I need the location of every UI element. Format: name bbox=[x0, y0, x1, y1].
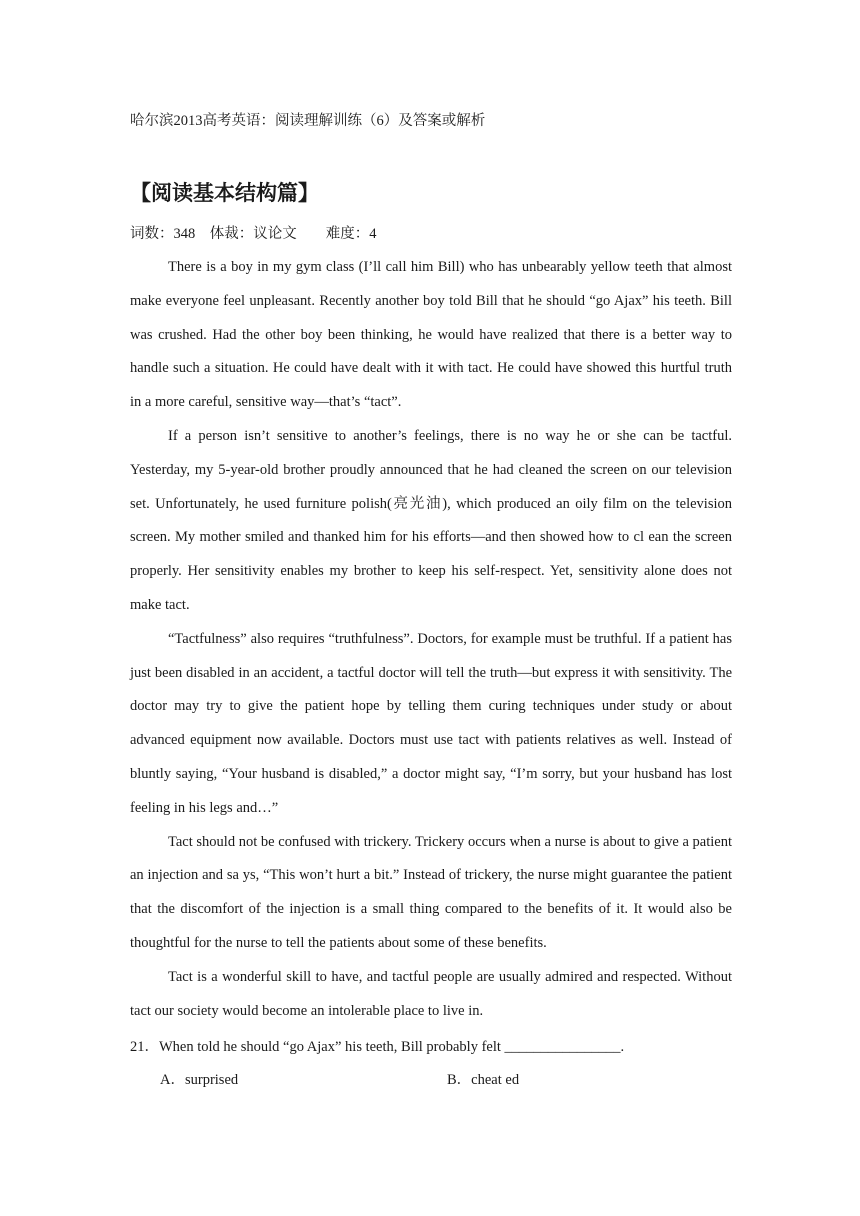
passage-meta: 词数：348 体裁：议论文 难度：4 bbox=[130, 226, 377, 242]
document-title: 哈尔滨2013高考英语：阅读理解训练（6）及答案或解析 bbox=[130, 113, 486, 129]
answer-option-a: A．surprised bbox=[160, 1072, 239, 1088]
reading-passage bbox=[130, 251, 732, 1028]
passage-paragraph: There is a boy in my gym class (I’ll call him Bill) who has unbearably yellow teeth that almost make everyone feel unpleasant. Recently another boy told Bill that he should “go Ajax” his teeth. Bill was crushed. Had the other boy been thinking, he would have realized that there is a better way to handle such a situation. He could have dealt with it with tact. He could have showed this hurtful truth in a more careful, sensitive way—that’s “tact”. bbox=[130, 259, 732, 411]
question-21: 21．When told he should “go Ajax” his teeth, Bill probably felt ________________. bbox=[130, 1039, 625, 1055]
passage-paragraph: “Tactfulness” also requires “truthfulness”. Doctors, for example must be truthful. If a patient has just been disabled in an accident, a tactful doctor will tell the truth—but express it with sensitivity. The doctor may try to give the patient hope by telling them curing techniques under study or about advanced equipment now available. Doctors must use tact with patients relatives as well. Instead of bluntly saying, “Your husband is disabled,” a doctor might say, “I’m sorry, but your husband has lost feeling in his legs and…” bbox=[130, 630, 732, 816]
passage-paragraph: Tact is a wonderful skill to have, and tactful people are usually admired and respected. Without tact our society would become an intolerable place to live in. bbox=[130, 968, 732, 1019]
answer-option-b: B．cheat ed bbox=[447, 1072, 520, 1088]
passage-paragraph: If a person isn’t sensitive to another’s feelings, there is no way he or she can be tactful. Yesterday, my 5-year-old brother proudly announced that he had cleaned the screen on our television set. Unfortunately, he used furniture polish(亮光油), which produced an oily film on the television screen. My mother smiled and thanked him for his efforts—and then showed how to cl ean the screen properly. Her sensitivity enables my brother to keep his self-respect. Yet, sensitivity alone does not make tact. bbox=[130, 427, 732, 613]
passage-paragraph: Tact should not be confused with trickery. Trickery occurs when a nurse is about to give a patient an injection and sa ys, “This won’t hurt a bit.” Instead of trickery, the nurse might guarantee the patient that the discomfort of the injection is a small thing compared to the benefits of it. It would also be thoughtful for the nurse to tell the patients about some of these benefits. bbox=[130, 833, 732, 951]
section-heading: 【阅读基本结构篇】 bbox=[130, 181, 319, 205]
